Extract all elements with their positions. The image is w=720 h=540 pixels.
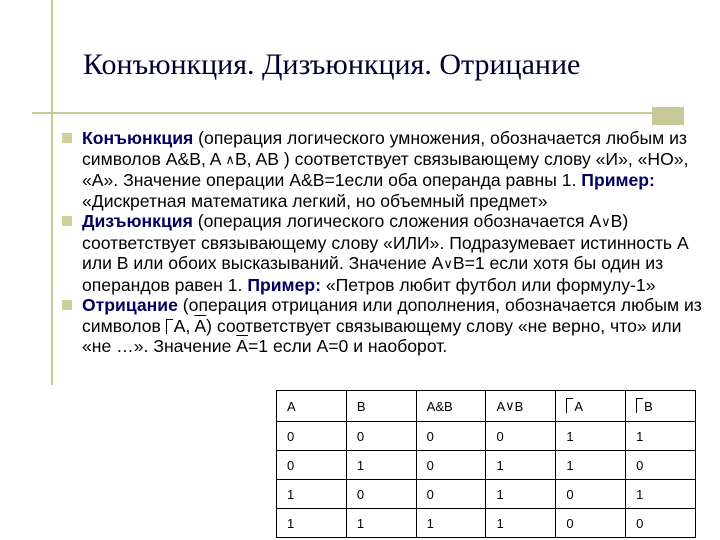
truth-table <box>276 390 696 538</box>
negation-symbol-icon <box>166 319 173 334</box>
table-cell: 1 <box>416 509 486 538</box>
text-segment: (операция логического сложения обозначается A <box>192 211 602 231</box>
text-segment: B) соответствует связывающему слову «ИЛИ». Подразумевает истинность A или B или обоих высказываний. Значение A <box>82 211 688 273</box>
header-cell-a: A <box>277 391 347 422</box>
header-or-right: B <box>514 399 524 414</box>
table-cell: 1 <box>486 451 556 480</box>
header-cell-or <box>486 391 556 422</box>
text-segment: B, AB ) соответствует связывающему слову «И», «НО», «А». Значение операции A&B=1если оба операнда равны 1. <box>82 148 689 190</box>
text-segment: «Дискретная математика легкий, но объемный предмет» <box>82 190 548 211</box>
overlined-variable: $\overline{A}$ <box>236 336 248 356</box>
slide-title: Конъюнкция. Дизъюнкция. Отрицание <box>83 48 581 81</box>
square-bullet-icon <box>62 300 72 310</box>
header-not-b-var: B <box>644 399 653 414</box>
header-or-left: A <box>496 399 506 414</box>
or-operator-symbol: ∨ <box>601 214 611 229</box>
header-not-a-var: A <box>574 399 583 414</box>
and-operator-symbol: ∧ <box>225 151 235 167</box>
table-row <box>277 451 696 480</box>
term-negation: Отрицание <box>82 295 178 315</box>
example-label: Пример: <box>247 274 321 295</box>
text-segment: ) соответствует связывающему слову «не верно, что» или «не …». Значение <box>82 315 682 356</box>
term-conjunction: Конъюнкция <box>82 128 194 148</box>
table-cell: 1 <box>277 509 347 538</box>
table-cell: 1 <box>346 451 416 480</box>
table-cell: 0 <box>626 451 696 480</box>
decorative-horizontal-line <box>32 112 652 114</box>
table-cell: 1 <box>626 480 696 509</box>
table-cell: 1 <box>626 422 696 451</box>
decorative-vertical-line <box>51 0 53 385</box>
list-item-conjunction <box>62 128 712 211</box>
square-bullet-icon <box>62 133 72 143</box>
table-cell: 1 <box>486 480 556 509</box>
square-bullet-icon <box>62 216 72 226</box>
overlined-variable: $\overline{A}$ <box>194 315 207 336</box>
text-segment: , <box>185 315 195 336</box>
decorative-block <box>652 107 684 125</box>
term-disjunction: Дизъюнкция <box>82 211 193 231</box>
table-cell: 0 <box>626 509 696 538</box>
table-cell: 1 <box>277 480 347 509</box>
table-cell: 0 <box>416 451 486 480</box>
table-cell: 0 <box>416 422 486 451</box>
table-cell: 0 <box>556 480 626 509</box>
text-segment: (операция логического умножения, обозначается любым из символов A&B, A <box>82 128 687 169</box>
table-cell: 1 <box>556 451 626 480</box>
table-cell: 0 <box>486 422 556 451</box>
negation-symbol-icon <box>566 398 573 413</box>
table-cell: 0 <box>346 422 416 451</box>
table-header-row <box>277 391 696 422</box>
text-segment: «Петров любит футбол или формулу-1» <box>320 274 656 295</box>
table-cell: 0 <box>277 422 347 451</box>
header-cell-not-b <box>626 391 696 422</box>
text-segment: (операция отрицания или дополнения, обозначается любым из символов <box>82 295 702 336</box>
table-cell: 0 <box>346 480 416 509</box>
text-segment: B=1 если хотя бы один из операндов равен 1. <box>82 253 664 295</box>
table-row <box>277 480 696 509</box>
table-cell: 0 <box>416 480 486 509</box>
table-cell: 1 <box>556 422 626 451</box>
list-item-negation <box>62 295 712 357</box>
table-row <box>277 422 696 451</box>
table-cell: 0 <box>556 509 626 538</box>
table-cell: 1 <box>486 509 556 538</box>
negation-symbol-icon <box>636 398 643 413</box>
or-operator-symbol: ∨ <box>505 398 515 413</box>
header-cell-b: B <box>346 391 416 422</box>
or-operator-symbol: ∨ <box>443 256 453 271</box>
header-cell-not-a <box>556 391 626 422</box>
table-cell: 1 <box>346 509 416 538</box>
negated-variable: A <box>173 315 186 336</box>
table-row <box>277 509 696 538</box>
example-label: Пример: <box>581 170 655 190</box>
table-cell: 0 <box>277 451 347 480</box>
definition-list <box>62 128 712 357</box>
list-item-disjunction <box>62 211 712 295</box>
header-cell-and: A&B <box>416 391 486 422</box>
text-segment: =1 если A=0 и наоборот. <box>248 336 448 356</box>
